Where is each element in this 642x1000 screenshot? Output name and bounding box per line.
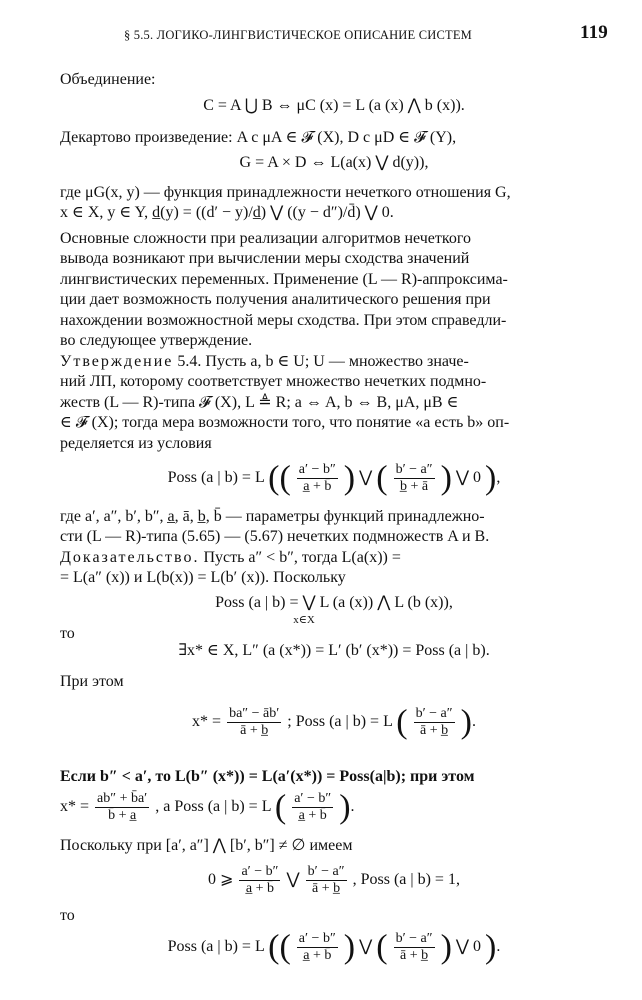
text-line: ции дает возможность получения аналитического решения при [60, 291, 491, 308]
text-line: нахождении возможностной меры сходства. При этом справедли- [60, 312, 507, 329]
fraction: $\frac{a' - b''}{a̲ + b̄}$ [298, 930, 336, 963]
text-line: то [60, 907, 75, 924]
text-line: Декартово произведение: A c μA ∈ 𝓕 (X), D c μD ∈ 𝓕 (Y), [60, 129, 457, 146]
text-line: то [60, 625, 75, 642]
text-line: где a′, a″, b′, b″, a̲, ā, b̲, b̄ — параметры функций принадлежно- [60, 508, 485, 525]
text-line: = L(a″ (x)) и L(b(x)) = L(b′ (x)). Поскольку [60, 569, 346, 586]
section-title: § 5.5. ЛОГИКО-ЛИНГВИСТИЧЕСКОЕ ОПИСАНИЕ СИСТЕМ [124, 28, 472, 42]
text-line: сти (L — R)-типа (5.65) — (5.67) нечетких подмножеств A и B. [60, 528, 490, 545]
formula-poss-1: Poss (a | b) = L (( $\frac{a' - b''}{a̲ + b̄}$ ) ⋁ ( $\frac{b' - a''}{b̲ + ā}$ ) ⋁ 0 ), [167, 459, 501, 497]
formula-xstar-2: x* = $\frac{ab'' + b̄a'}{b̄ + a̲}$ , а Poss (a | b) = L ( $\frac{a' - b''}{a̲ + b̄}$ ). [60, 788, 355, 826]
text-line: Объединение: [60, 71, 156, 88]
fraction: $\frac{a' - b''}{a̲ + b̄}$ [298, 461, 336, 494]
text-line: Поскольку при [a′, a″] ⋀ [b′, b″] ≠ ∅ имеем [60, 837, 353, 854]
subscript: x∈X [293, 614, 315, 626]
text-line: Основные сложности при реализации алгоритмов нечеткого [60, 230, 472, 247]
text-line: ний ЛП, которому соответствует множество нечетких подмно- [60, 373, 487, 390]
text-line: ∈ 𝓕 (X); тогда мера возможности того, что понятие «a есть b» оп- [60, 414, 510, 431]
formula-poss-2: Poss (a | b) = L (( $\frac{a' - b''}{a̲ + b̄}$ ) ⋁ ( $\frac{b' - a''}{ā + b̲}$ ) ⋁ 0 ). [167, 928, 501, 966]
statement-label: Утверждение [60, 353, 174, 370]
proof-line: Доказательство. Пусть a″ < b″, тогда L(a(x)) = [60, 549, 401, 566]
formula-exists: ∃x* ∈ X, L″ (a (x*)) = L′ (b′ (x*)) = Poss (a | b). [178, 642, 490, 659]
fraction: $\frac{b' - a''}{ā + b̲}$ [415, 705, 453, 738]
fraction: $\frac{ba'' - āb'}{ā + b̲}$ [229, 705, 280, 738]
formula-xstar-1: x* = $\frac{ba'' - āb'}{ā + b̲}$ ; Poss (a | b) = L ( $\frac{b' - a''}{ā + b̲}$ ). [192, 703, 476, 741]
fraction: $\frac{a' - b''}{a̲ + b̄}$ [241, 863, 279, 896]
running-header [60, 22, 608, 46]
text-line: ределяется из условия [60, 435, 212, 452]
formula-union: C = A ⋃ B ⇔ μC (x) = L (a (x) ⋀ b (x)). [203, 97, 465, 114]
proof-label: Доказательство. [60, 549, 200, 566]
formula-product: G = A × D ⇔ L(a(x) ⋁ d(y)), [239, 154, 429, 171]
text-line: жеств (L — R)-типа 𝓕 (X), L ≜ R; a ⇔ A, b ⇔ B, μA, μB ∈ [60, 394, 459, 411]
text-line: вывода возникают при вычислении меры сходства значений [60, 250, 470, 267]
fraction: $\frac{a' - b''}{a̲ + b̄}$ [294, 790, 332, 823]
text-line: Если b″ < a′, то L(b″ (x*)) = L(a′(x*)) = Poss(a|b); при этом [60, 768, 475, 785]
text-line: лингвистических переменных. Применение (L — R)-аппроксима- [60, 271, 508, 288]
formula-inequality: 0 ⩾ $\frac{a' - b''}{a̲ + b̄}$ ⋁ $\frac{b' - a''}{ā + b̲}$ , Poss (a | b) = 1, [208, 863, 460, 896]
statement-line: Утверждение 5.4. Пусть a, b ∈ U; U — множество значе- [60, 353, 469, 370]
fraction: $\frac{b' - a''}{b̲ + ā}$ [395, 461, 433, 494]
fraction: $\frac{b' - a''}{ā + b̲}$ [307, 863, 345, 896]
formula-poss-sup: Poss (a | b) = ⋁ L (a (x)) ⋀ L (b (x)), [215, 594, 453, 611]
text-line: во следующее утверждение. [60, 332, 253, 349]
text-line: где μG(x, y) — функция принадлежности нечеткого отношения G, [60, 184, 511, 201]
fraction: $\frac{ab'' + b̄a'}{b̄ + a̲}$ [97, 790, 148, 823]
fraction: $\frac{b' - a''}{ā + b̲}$ [395, 930, 433, 963]
page-number: 119 [579, 22, 608, 43]
text-line: При этом [60, 673, 124, 690]
text-line: x ∈ X, y ∈ Y, d̲(y) = ((d′ − y)/d̲) ⋁ ((y − d″)/d̄) ⋁ 0. [60, 204, 394, 221]
